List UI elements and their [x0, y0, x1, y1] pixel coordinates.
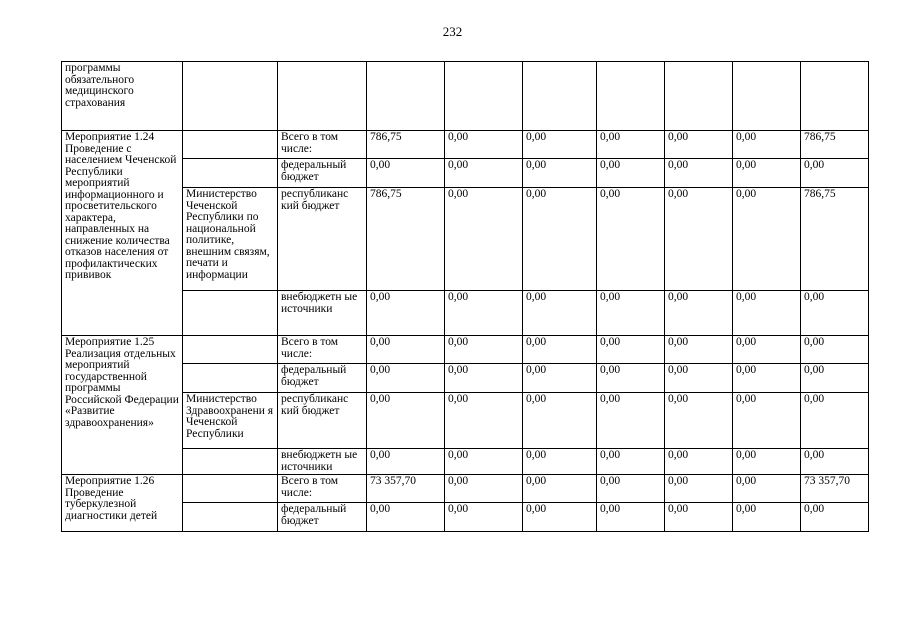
source-cell: республиканс кий бюджет — [278, 188, 367, 291]
value-cell: 0,00 — [523, 336, 597, 364]
value-cell: 0,00 — [733, 291, 801, 336]
value-cell: 0,00 — [801, 449, 869, 475]
executor-cell: Министерство Здравоохранени я Чеченской Республики — [183, 393, 278, 449]
value-cell: 73 357,70 — [367, 475, 445, 503]
source-cell: Всего в том числе: — [278, 131, 367, 159]
value-cell: 0,00 — [665, 131, 733, 159]
value-cell: 0,00 — [665, 449, 733, 475]
value-cell: 0,00 — [733, 475, 801, 503]
value-cell: 0,00 — [597, 503, 665, 532]
source-cell: Всего в том числе: — [278, 336, 367, 364]
value-cell: 0,00 — [597, 336, 665, 364]
value-cell: 0,00 — [367, 336, 445, 364]
value-cell: 0,00 — [733, 393, 801, 449]
value-cell: 0,00 — [801, 159, 869, 188]
value-cell — [665, 62, 733, 131]
value-cell: 0,00 — [733, 503, 801, 532]
value-cell: 0,00 — [367, 449, 445, 475]
value-cell: 0,00 — [665, 475, 733, 503]
value-cell: 0,00 — [367, 291, 445, 336]
table-row — [62, 475, 869, 503]
value-cell: 0,00 — [445, 449, 523, 475]
table-row — [62, 188, 869, 291]
executor-cell — [183, 503, 278, 532]
table-row — [62, 393, 869, 449]
executor-cell — [183, 336, 278, 364]
value-cell: 0,00 — [733, 364, 801, 393]
value-cell: 0,00 — [523, 364, 597, 393]
executor-cell — [183, 475, 278, 503]
value-cell — [445, 62, 523, 131]
measure-name-cell: программы обязательного медицинского страхования — [62, 62, 183, 131]
value-cell: 786,75 — [367, 188, 445, 291]
measure-name-cell: Мероприятие 1.26 Проведение туберкулезной диагностики детей — [62, 475, 183, 532]
value-cell: 0,00 — [733, 159, 801, 188]
table-row — [62, 62, 869, 131]
value-cell — [733, 62, 801, 131]
source-cell: Всего в том числе: — [278, 475, 367, 503]
value-cell: 73 357,70 — [801, 475, 869, 503]
table-row — [62, 131, 869, 159]
value-cell: 0,00 — [523, 291, 597, 336]
value-cell: 0,00 — [597, 393, 665, 449]
value-cell: 0,00 — [665, 188, 733, 291]
value-cell: 0,00 — [733, 336, 801, 364]
value-cell: 0,00 — [665, 291, 733, 336]
value-cell: 0,00 — [801, 364, 869, 393]
value-cell: 0,00 — [665, 393, 733, 449]
value-cell: 0,00 — [801, 393, 869, 449]
value-cell: 0,00 — [445, 475, 523, 503]
value-cell: 0,00 — [523, 188, 597, 291]
value-cell: 0,00 — [597, 159, 665, 188]
executor-cell: Министерство Чеченской Республики по национальной политике, внешним связям, печати и информации — [183, 188, 278, 291]
value-cell: 0,00 — [801, 291, 869, 336]
value-cell: 0,00 — [445, 159, 523, 188]
table-row — [62, 364, 869, 393]
executor-cell — [183, 449, 278, 475]
value-cell: 786,75 — [801, 188, 869, 291]
source-cell: федеральный бюджет — [278, 503, 367, 532]
value-cell: 0,00 — [445, 291, 523, 336]
measure-name-cell: Мероприятие 1.24 Проведение с населением Чеченской Республики мероприятий информационного и просветительского характера, направленных на снижение количества отказов населения от профилактических прививок — [62, 131, 183, 336]
value-cell: 0,00 — [523, 475, 597, 503]
source-cell: внебюджетн ые источники — [278, 449, 367, 475]
value-cell: 0,00 — [801, 503, 869, 532]
value-cell — [801, 62, 869, 131]
source-cell — [278, 62, 367, 131]
value-cell: 786,75 — [367, 131, 445, 159]
value-cell: 0,00 — [523, 159, 597, 188]
budget-table — [61, 61, 869, 532]
value-cell: 0,00 — [367, 503, 445, 532]
value-cell: 0,00 — [445, 188, 523, 291]
value-cell: 0,00 — [445, 131, 523, 159]
value-cell: 0,00 — [597, 364, 665, 393]
source-cell: федеральный бюджет — [278, 364, 367, 393]
value-cell: 0,00 — [445, 503, 523, 532]
table-row — [62, 449, 869, 475]
value-cell: 0,00 — [665, 336, 733, 364]
value-cell: 0,00 — [523, 131, 597, 159]
value-cell: 0,00 — [445, 336, 523, 364]
value-cell: 0,00 — [367, 364, 445, 393]
value-cell: 0,00 — [367, 393, 445, 449]
value-cell: 0,00 — [597, 449, 665, 475]
value-cell: 0,00 — [597, 131, 665, 159]
value-cell: 0,00 — [665, 503, 733, 532]
value-cell: 0,00 — [523, 449, 597, 475]
page-number: 232 — [442, 24, 463, 39]
source-cell: республиканс кий бюджет — [278, 393, 367, 449]
table-row — [62, 159, 869, 188]
value-cell: 0,00 — [733, 131, 801, 159]
table-row — [62, 336, 869, 364]
value-cell — [523, 62, 597, 131]
executor-cell — [183, 62, 278, 131]
value-cell: 0,00 — [665, 364, 733, 393]
value-cell: 0,00 — [597, 188, 665, 291]
value-cell — [367, 62, 445, 131]
value-cell: 0,00 — [523, 503, 597, 532]
measure-name-cell: Мероприятие 1.25 Реализация отдельных мероприятий государственной программы Российской Федерации «Развитие здравоохранения» — [62, 336, 183, 475]
table-row — [62, 503, 869, 532]
value-cell: 786,75 — [801, 131, 869, 159]
value-cell: 0,00 — [733, 188, 801, 291]
executor-cell — [183, 131, 278, 159]
source-cell: внебюджетн ые источники — [278, 291, 367, 336]
value-cell: 0,00 — [523, 393, 597, 449]
value-cell: 0,00 — [597, 291, 665, 336]
value-cell: 0,00 — [597, 475, 665, 503]
value-cell: 0,00 — [733, 449, 801, 475]
value-cell — [597, 62, 665, 131]
executor-cell — [183, 159, 278, 188]
value-cell: 0,00 — [445, 364, 523, 393]
value-cell: 0,00 — [445, 393, 523, 449]
value-cell: 0,00 — [367, 159, 445, 188]
table-row — [62, 291, 869, 336]
value-cell: 0,00 — [801, 336, 869, 364]
source-cell: федеральный бюджет — [278, 159, 367, 188]
executor-cell — [183, 291, 278, 336]
executor-cell — [183, 364, 278, 393]
value-cell: 0,00 — [665, 159, 733, 188]
